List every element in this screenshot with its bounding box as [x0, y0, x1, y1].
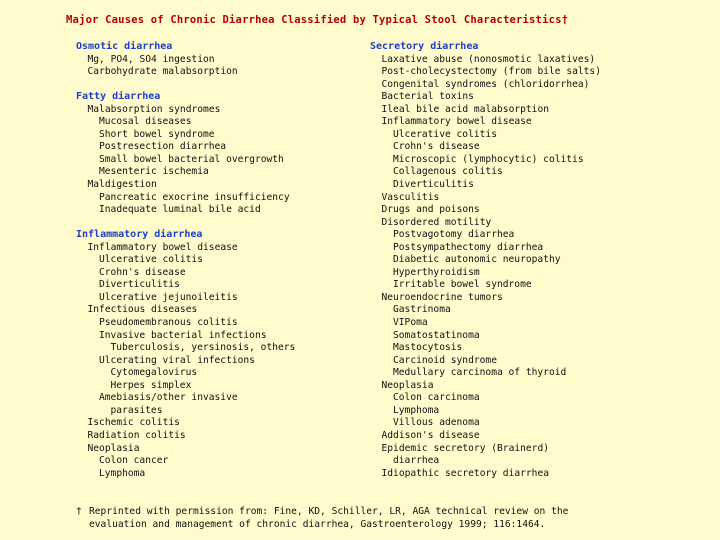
list-item: Neoplasia: [381, 379, 434, 391]
list-item: diarrhea: [393, 455, 440, 467]
list-item: Ulcerative colitis: [99, 254, 203, 266]
list-item: Drugs and poisons: [381, 204, 480, 216]
list-item: Congenital syndromes (chloridorrhea): [381, 78, 590, 90]
list-item: Lymphoma: [393, 404, 440, 416]
list-item: Mucosal diseases: [99, 116, 192, 128]
list-item: Bacterial toxins: [381, 91, 474, 103]
list-item: Diabetic autonomic neuropathy: [393, 254, 561, 266]
list-item: Maldigestion: [87, 179, 157, 191]
right-column: [370, 41, 700, 480]
list-item: Post-cholecystectomy (from bile salts): [381, 66, 601, 78]
spacer: [76, 217, 376, 230]
list-item: Ulcerating viral infections: [99, 354, 255, 366]
list-item: Small bowel bacterial overgrowth: [99, 153, 284, 165]
list-item: Somatostatinoma: [393, 329, 480, 341]
footnote-dagger: †: [76, 506, 82, 517]
list-item: Colon carcinoma: [393, 392, 480, 404]
list-item: Hyperthyroidism: [393, 266, 480, 278]
left-column: [76, 41, 376, 480]
list-item: Postvagotomy diarrhea: [393, 229, 515, 241]
list-item: Colon cancer: [99, 455, 169, 467]
list-item: Gastrinoma: [393, 304, 451, 316]
list-item: Ileal bile acid malabsorption: [381, 103, 550, 115]
list-item: Mastocytosis: [393, 342, 463, 354]
list-item: Postresection diarrhea: [99, 141, 227, 153]
list-item: Lymphoma: [99, 467, 146, 479]
list-item: Crohn's disease: [99, 266, 186, 278]
list-item: Medullary carcinoma of thyroid: [393, 367, 567, 379]
section-heading: Secretory diarrhea: [370, 41, 479, 52]
list-item: Neoplasia: [87, 442, 140, 454]
list-item: Idiopathic secretory diarrhea: [381, 467, 550, 479]
list-item: Microscopic (lymphocytic) colitis: [393, 153, 584, 165]
list-item: Neuroendocrine tumors: [381, 291, 503, 303]
list-item: Carcinoid syndrome: [393, 354, 497, 366]
list-item: Ischemic colitis: [87, 417, 180, 429]
footnote: [76, 506, 568, 531]
list-item: Tuberculosis, yersinosis, others: [110, 342, 296, 354]
list-item: Malabsorption syndromes: [87, 103, 221, 115]
section-heading: Fatty diarrhea: [76, 91, 161, 103]
slide-title: Major Causes of Chronic Diarrhea Classified by Typical Stool Characteristics†: [66, 14, 569, 26]
list-item: Mesenteric ischemia: [99, 166, 209, 178]
list-item: Mg, PO4, SO4 ingestion: [87, 53, 215, 65]
list-item: Ulcerative jejunoileitis: [99, 291, 238, 303]
list-item: Laxative abuse (nonosmotic laxatives): [381, 53, 596, 65]
list-item: Invasive bacterial infections: [99, 329, 267, 341]
section-heading: Inflammatory diarrhea: [76, 229, 203, 241]
list-item: Inadequate luminal bile acid: [99, 204, 261, 216]
list-item: Disordered motility: [381, 216, 492, 228]
list-item: Carbohydrate malabsorption: [87, 66, 238, 78]
list-item: Herpes simplex: [110, 379, 192, 391]
spacer: [76, 79, 376, 92]
list-item: Irritable bowel syndrome: [393, 279, 532, 291]
footnote-line-2: evaluation and management of chronic diarrhea, Gastroenterology 1999; 116:1464.: [89, 518, 546, 530]
list-item: Cytomegalovirus: [110, 367, 198, 379]
list-item: Inflammatory bowel disease: [381, 116, 532, 128]
list-item: Ulcerative colitis: [393, 128, 497, 140]
list-item: Amebiasis/other invasive: [99, 392, 238, 404]
list-item: Postsympathectomy diarrhea: [393, 241, 544, 253]
list-item: Addison's disease: [381, 429, 480, 441]
section-heading: Osmotic diarrhea: [76, 41, 173, 52]
list-item: Pancreatic exocrine insufficiency: [99, 191, 290, 203]
list-item: Collagenous colitis: [393, 166, 503, 178]
list-item: parasites: [110, 404, 163, 416]
list-item: VIPoma: [393, 317, 428, 329]
list-item: Short bowel syndrome: [99, 128, 215, 140]
list-item: Inflammatory bowel disease: [87, 241, 238, 253]
list-item: Diverticulitis: [99, 279, 180, 291]
list-item: Epidemic secretory (Brainerd): [381, 442, 550, 454]
list-item: Diverticulitis: [393, 179, 474, 191]
list-item: Pseudomembranous colitis: [99, 317, 238, 329]
list-item: Infectious diseases: [87, 304, 198, 316]
footnote-line-1: Reprinted with permission from: Fine, KD, Schiller, LR, AGA technical review on the: [89, 506, 569, 517]
list-item: Villous adenoma: [393, 417, 480, 429]
list-item: Radiation colitis: [87, 429, 186, 441]
list-item: Vasculitis: [381, 191, 440, 203]
list-item: Crohn's disease: [393, 141, 480, 153]
